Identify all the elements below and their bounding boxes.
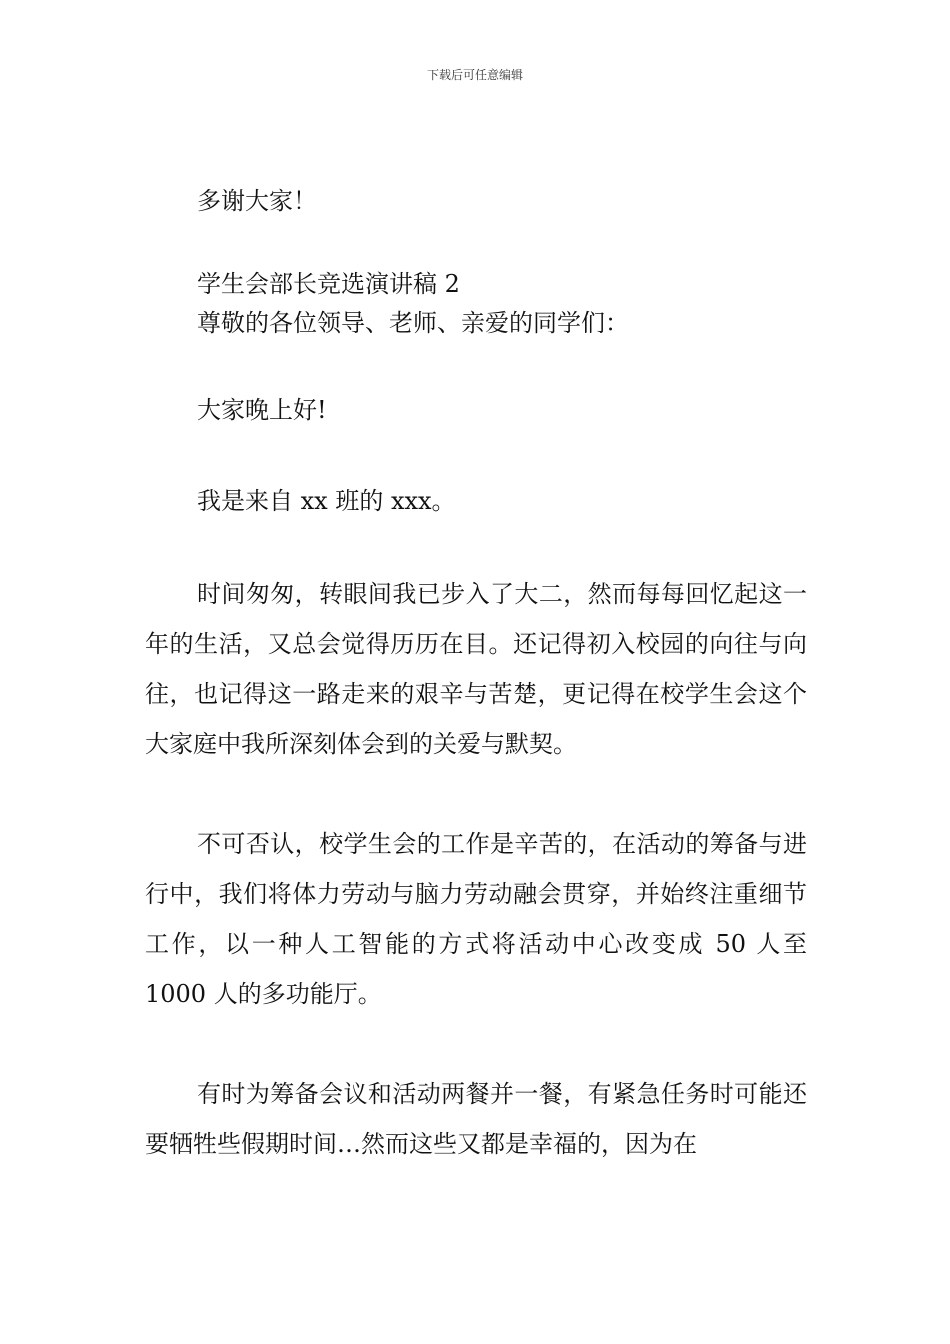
speech-title: 学生会部长竞选演讲稿 2	[197, 270, 460, 298]
greeting-line: 大家晚上好!	[197, 396, 327, 424]
thanks-line: 多谢大家！	[197, 187, 317, 215]
paragraph-1: 时间匆匆，转眼间我已步入了大二，然而每每回忆起这一年的生活，又总会觉得历历在目。还记得初入校园的向往与向往，也记得这一路走来的艰辛与苦楚，更记得在校学生会这个大家庭中我所深刻体会到的关爱与默契。	[145, 580, 807, 758]
intro-line: 我是来自 xx 班的 xxx。	[197, 487, 456, 515]
document-body	[145, 180, 807, 1169]
paragraph-2: 不可否认，校学生会的工作是辛苦的，在活动的筹备与进行中，我们将体力劳动与脑力劳动融会贯穿，并始终注重细节工作，以一种人工智能的方式将活动中心改变成 50 人至 1000 人的多功能厅。	[145, 830, 807, 1008]
salutation-line: 尊敬的各位领导、老师、亲爱的同学们：	[197, 309, 629, 337]
page-header-note: 下载后可任意编辑	[426, 68, 523, 82]
paragraph-3: 有时为筹备会议和活动两餐并一餐，有紧急任务时可能还要牺牲些假期时间…然而这些又都是幸福的，因为在	[145, 1080, 807, 1158]
